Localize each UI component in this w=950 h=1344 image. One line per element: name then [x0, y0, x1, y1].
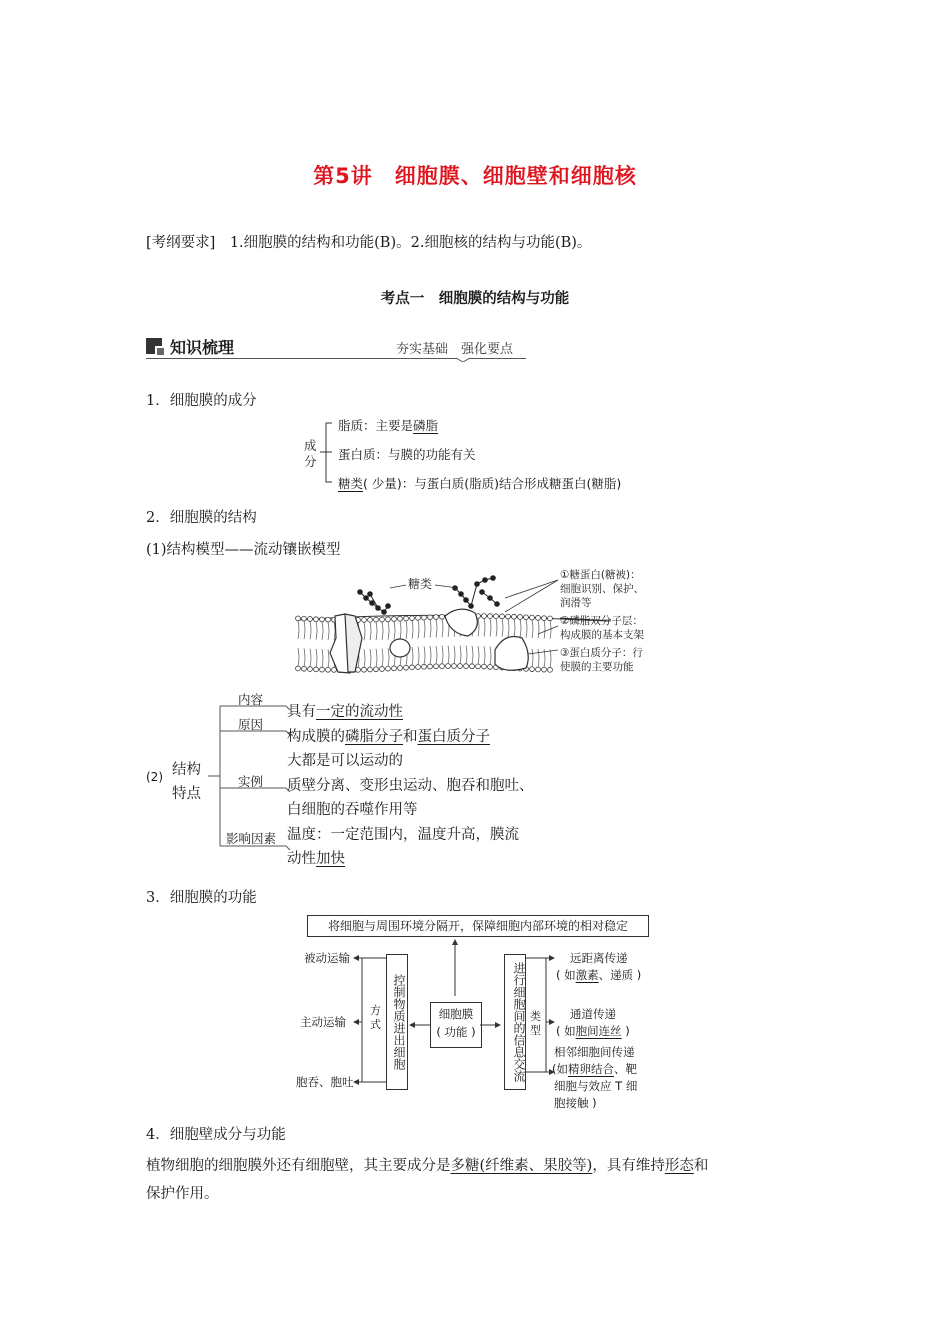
- lipid-head: [380, 667, 385, 672]
- lipid-head: [518, 615, 523, 620]
- svg-text:①糖蛋白(糖被)：: ①糖蛋白(糖被)：: [560, 569, 641, 581]
- structure-model: (1)结构模型——流动镶嵌模型: [146, 542, 341, 558]
- lipid-head: [482, 614, 487, 619]
- lipid-head: [296, 666, 301, 671]
- integral-protein: [495, 637, 528, 671]
- heading-composition: 1．细胞膜的成分: [146, 393, 257, 409]
- lipid-head: [374, 617, 379, 622]
- lipid-head: [428, 615, 433, 620]
- knowledge-banner: [146, 334, 526, 362]
- lipid-head: [368, 667, 373, 672]
- lipid-head: [302, 616, 307, 621]
- membrane-diagram: [290, 568, 660, 683]
- lipid-head: [332, 668, 337, 673]
- heading-cell-wall: 4．细胞壁成分与功能: [146, 1127, 286, 1143]
- lipid-head: [434, 615, 439, 620]
- peripheral-protein: [390, 639, 410, 657]
- structure-features: (2) 结构 特点 内容 原因 实例 影响因素 具有一定的流动性 构成膜的磷脂分子和蛋白质分子 大都是可以运动的 质壁分离、变形虫运动、胞吞和胞吐、 白细胞的吞噬作用等 温度：一定范围内，温度升高，膜流 动性加快: [146, 688, 546, 873]
- heading-function: 3．细胞膜的功能: [146, 890, 257, 906]
- lipid-head: [542, 667, 547, 672]
- control-box: 控制物质进出细胞: [386, 954, 408, 1090]
- lipid-head: [440, 614, 445, 619]
- lipid-head: [548, 616, 553, 621]
- svg-text:③蛋白质分子：行: ③蛋白质分子：行: [560, 647, 643, 659]
- lipid-head: [308, 617, 313, 622]
- lipid-head: [506, 614, 511, 619]
- lipid-head: [464, 664, 469, 669]
- lipid-head: [488, 665, 493, 670]
- lipid-head: [308, 667, 313, 672]
- banner-subtitle: 夯实基础 强化要点: [396, 342, 514, 357]
- lipid-head: [374, 667, 379, 672]
- lipid-head: [410, 665, 415, 670]
- center-box: 细胞膜 ( 功能 ): [430, 1002, 482, 1048]
- banner-title: 知识梳理: [170, 338, 235, 357]
- lipid-head: [368, 617, 373, 622]
- lipid-head: [392, 666, 397, 671]
- svg-text:细胞识别、保护、: 细胞识别、保护、: [560, 583, 644, 595]
- lipid-head: [542, 616, 547, 621]
- signal-box: 进行细胞间的信息交流: [504, 954, 526, 1090]
- lipid-head: [482, 664, 487, 669]
- lipid-head: [524, 615, 529, 620]
- lipid-head: [326, 667, 331, 672]
- lipid-head: [386, 666, 391, 671]
- lipid-head: [536, 667, 541, 672]
- lipid-item: 脂质：主要是磷脂: [338, 418, 439, 433]
- lipid-head: [326, 617, 331, 622]
- lipid-head: [458, 664, 463, 669]
- svg-text:使膜的主要功能: 使膜的主要功能: [560, 661, 634, 673]
- lipid-head: [452, 664, 457, 669]
- lipid-head: [428, 664, 433, 669]
- lipid-head: [320, 617, 325, 622]
- lipid-head: [494, 614, 499, 619]
- feature-content: 具有一定的流动性 构成膜的磷脂分子和蛋白质分子 大都是可以运动的 质壁分离、变形虫运动、胞吞和胞吐、 白细胞的吞噬作用等 温度：一定范围内，温度升高，膜流 动性加快: [287, 704, 534, 867]
- composition-brace: [300, 412, 660, 492]
- lipid-head: [314, 617, 319, 622]
- lipid-head: [470, 664, 475, 669]
- top-box: 将细胞与周围环境分隔开，保障细胞内部环境的相对稳定: [307, 915, 649, 937]
- lipid-head: [296, 616, 301, 621]
- lipid-head: [314, 667, 319, 672]
- lipid-head: [416, 615, 421, 620]
- exam-requirement: [考纲要求] 1.细胞膜的结构和功能(B)。2.细胞核的结构与功能(B)。: [146, 235, 592, 251]
- lipid-head: [440, 664, 445, 669]
- lipid-head: [362, 618, 367, 623]
- svg-text:润滑等: 润滑等: [560, 597, 592, 609]
- heading-structure: 2．细胞膜的结构: [146, 510, 257, 526]
- lipid-head: [536, 615, 541, 620]
- function-diagram: 将细胞与周围环境分隔开，保障细胞内部环境的相对稳定 细胞膜 ( 功能 ) 控制物质进出细胞 方式 被动运输 主动运输 胞吞、胞吐 进行细胞间的信息交流 类型 远距离传递 ( 如激素、递质 ) 通道传递 ( 如胞间连丝 ) 相邻细胞间传递 (如精卵结合、靶 细胞与效应 T 细 胞接触 ): [290, 912, 660, 1112]
- feature-label: 结构 特点: [172, 762, 201, 802]
- lipid-head: [398, 666, 403, 671]
- lipid-head: [422, 664, 427, 669]
- sugar-item: 糖类( 少量)：与蛋白质(脂质)结合形成糖蛋白(糖脂): [338, 476, 622, 491]
- lipid-head: [488, 614, 493, 619]
- page-title: 第5讲 细胞膜、细胞壁和细胞核: [313, 164, 637, 188]
- brace-icon: [318, 412, 338, 492]
- lipid-head: [398, 616, 403, 621]
- lipid-head: [362, 667, 367, 672]
- composition-label: 成分: [304, 438, 317, 469]
- protein-item: 蛋白质：与膜的功能有关: [338, 447, 476, 462]
- lipid-head: [410, 616, 415, 621]
- cell-wall-paragraph: 植物细胞的细胞膜外还有细胞壁，其主要成分是多糖(纤维素、果胶等)，具有维持形态和 保护作用。: [146, 1158, 709, 1202]
- lipid-head: [530, 667, 535, 672]
- lipid-head: [392, 617, 397, 622]
- lipid-head: [380, 617, 385, 622]
- surface-protein: [445, 609, 477, 636]
- lipid-head: [416, 665, 421, 670]
- svg-text:②磷脂双分子层：: ②磷脂双分子层：: [560, 615, 643, 627]
- lipid-head: [512, 614, 517, 619]
- lipid-head: [320, 667, 325, 672]
- lipid-head: [476, 664, 481, 669]
- lipid-head: [434, 664, 439, 669]
- sugar-label: 糖类: [408, 577, 433, 591]
- lipid-head: [386, 617, 391, 622]
- lipid-head: [422, 615, 427, 620]
- section-heading: 考点一 细胞膜的结构与功能: [380, 291, 570, 307]
- lipid-head: [548, 667, 553, 672]
- lipid-head: [404, 616, 409, 621]
- lipid-head: [302, 666, 307, 671]
- notch-icon: [456, 354, 470, 362]
- lipid-head: [446, 664, 451, 669]
- lipid-head: [404, 665, 409, 670]
- lipid-head: [500, 614, 505, 619]
- lipid-head: [530, 615, 535, 620]
- svg-text:构成膜的基本支架: 构成膜的基本支架: [560, 629, 644, 641]
